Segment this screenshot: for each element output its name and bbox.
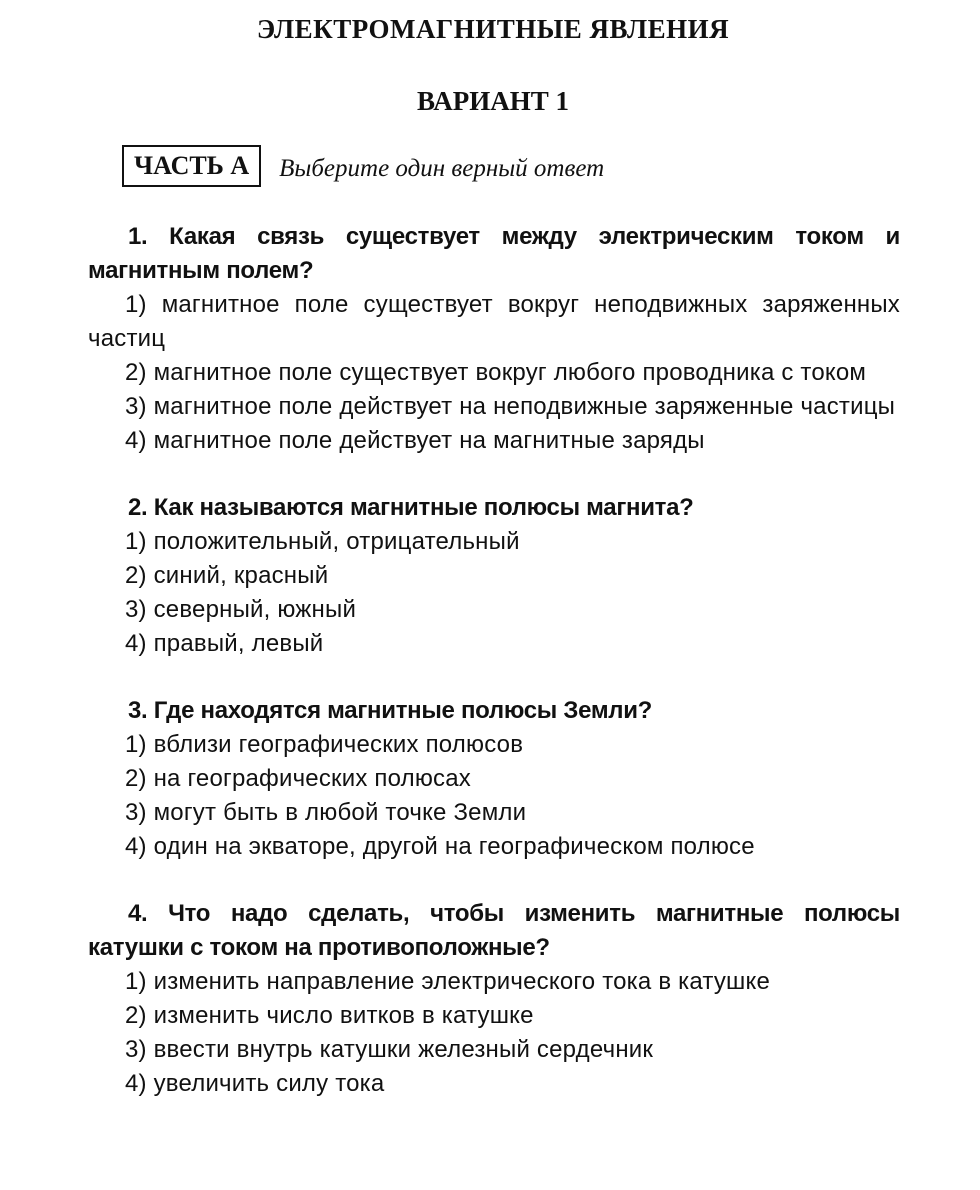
answer-option: 4) увеличить силу тока	[125, 1070, 385, 1097]
answer-option: 3) северный, южный	[125, 596, 357, 623]
part-label: ЧАСТЬ А	[122, 145, 261, 187]
question-1	[88, 220, 900, 458]
question-text: 4. Что надо сделать, чтобы изменить магнитные полюсы катушки с током на противоположные?	[88, 900, 900, 961]
answer-option: 1) вблизи географических полюсов	[125, 731, 524, 758]
answer-option: 3) ввести внутрь катушки железный сердечник	[125, 1036, 654, 1063]
answer-option: 1) изменить направление электрического тока в катушке	[125, 968, 771, 995]
question-3	[88, 694, 900, 864]
answer-option: 3) магнитное поле действует на неподвижные заряженные частицы	[125, 393, 896, 420]
variant-title: ВАРИАНТ 1	[416, 86, 570, 116]
answer-option: 2) изменить число витков в катушке	[125, 1002, 534, 1029]
question-text: 3. Где находятся магнитные полюсы Земли?	[128, 697, 653, 724]
answer-option: 4) правый, левый	[125, 630, 324, 657]
answer-option: 2) синий, красный	[125, 562, 329, 589]
question-2	[88, 491, 900, 661]
answer-option: 2) на географических полюсах	[125, 765, 471, 792]
answer-option: 4) один на экваторе, другой на географическом полюсе	[125, 833, 755, 860]
question-4	[88, 897, 900, 1101]
answer-option: 2) магнитное поле существует вокруг любого проводника с током	[125, 359, 867, 386]
page-title: ЭЛЕКТРОМАГНИТНЫЕ ЯВЛЕНИЯ	[256, 14, 730, 44]
question-text: 2. Как называются магнитные полюсы магнита?	[128, 494, 694, 521]
answer-option: 4) магнитное поле действует на магнитные заряды	[125, 427, 705, 454]
answer-option: 1) положительный, отрицательный	[125, 528, 520, 555]
answer-option: 3) могут быть в любой точке Земли	[125, 799, 527, 826]
question-text: 1. Какая связь существует между электрическим током и магнитным полем?	[88, 223, 900, 284]
part-header	[122, 144, 604, 188]
part-instruction: Выберите один верный ответ	[279, 155, 605, 182]
answer-option: 1) магнитное поле существует вокруг неподвижных заряженных частиц	[88, 291, 900, 352]
question-list	[88, 220, 900, 1134]
